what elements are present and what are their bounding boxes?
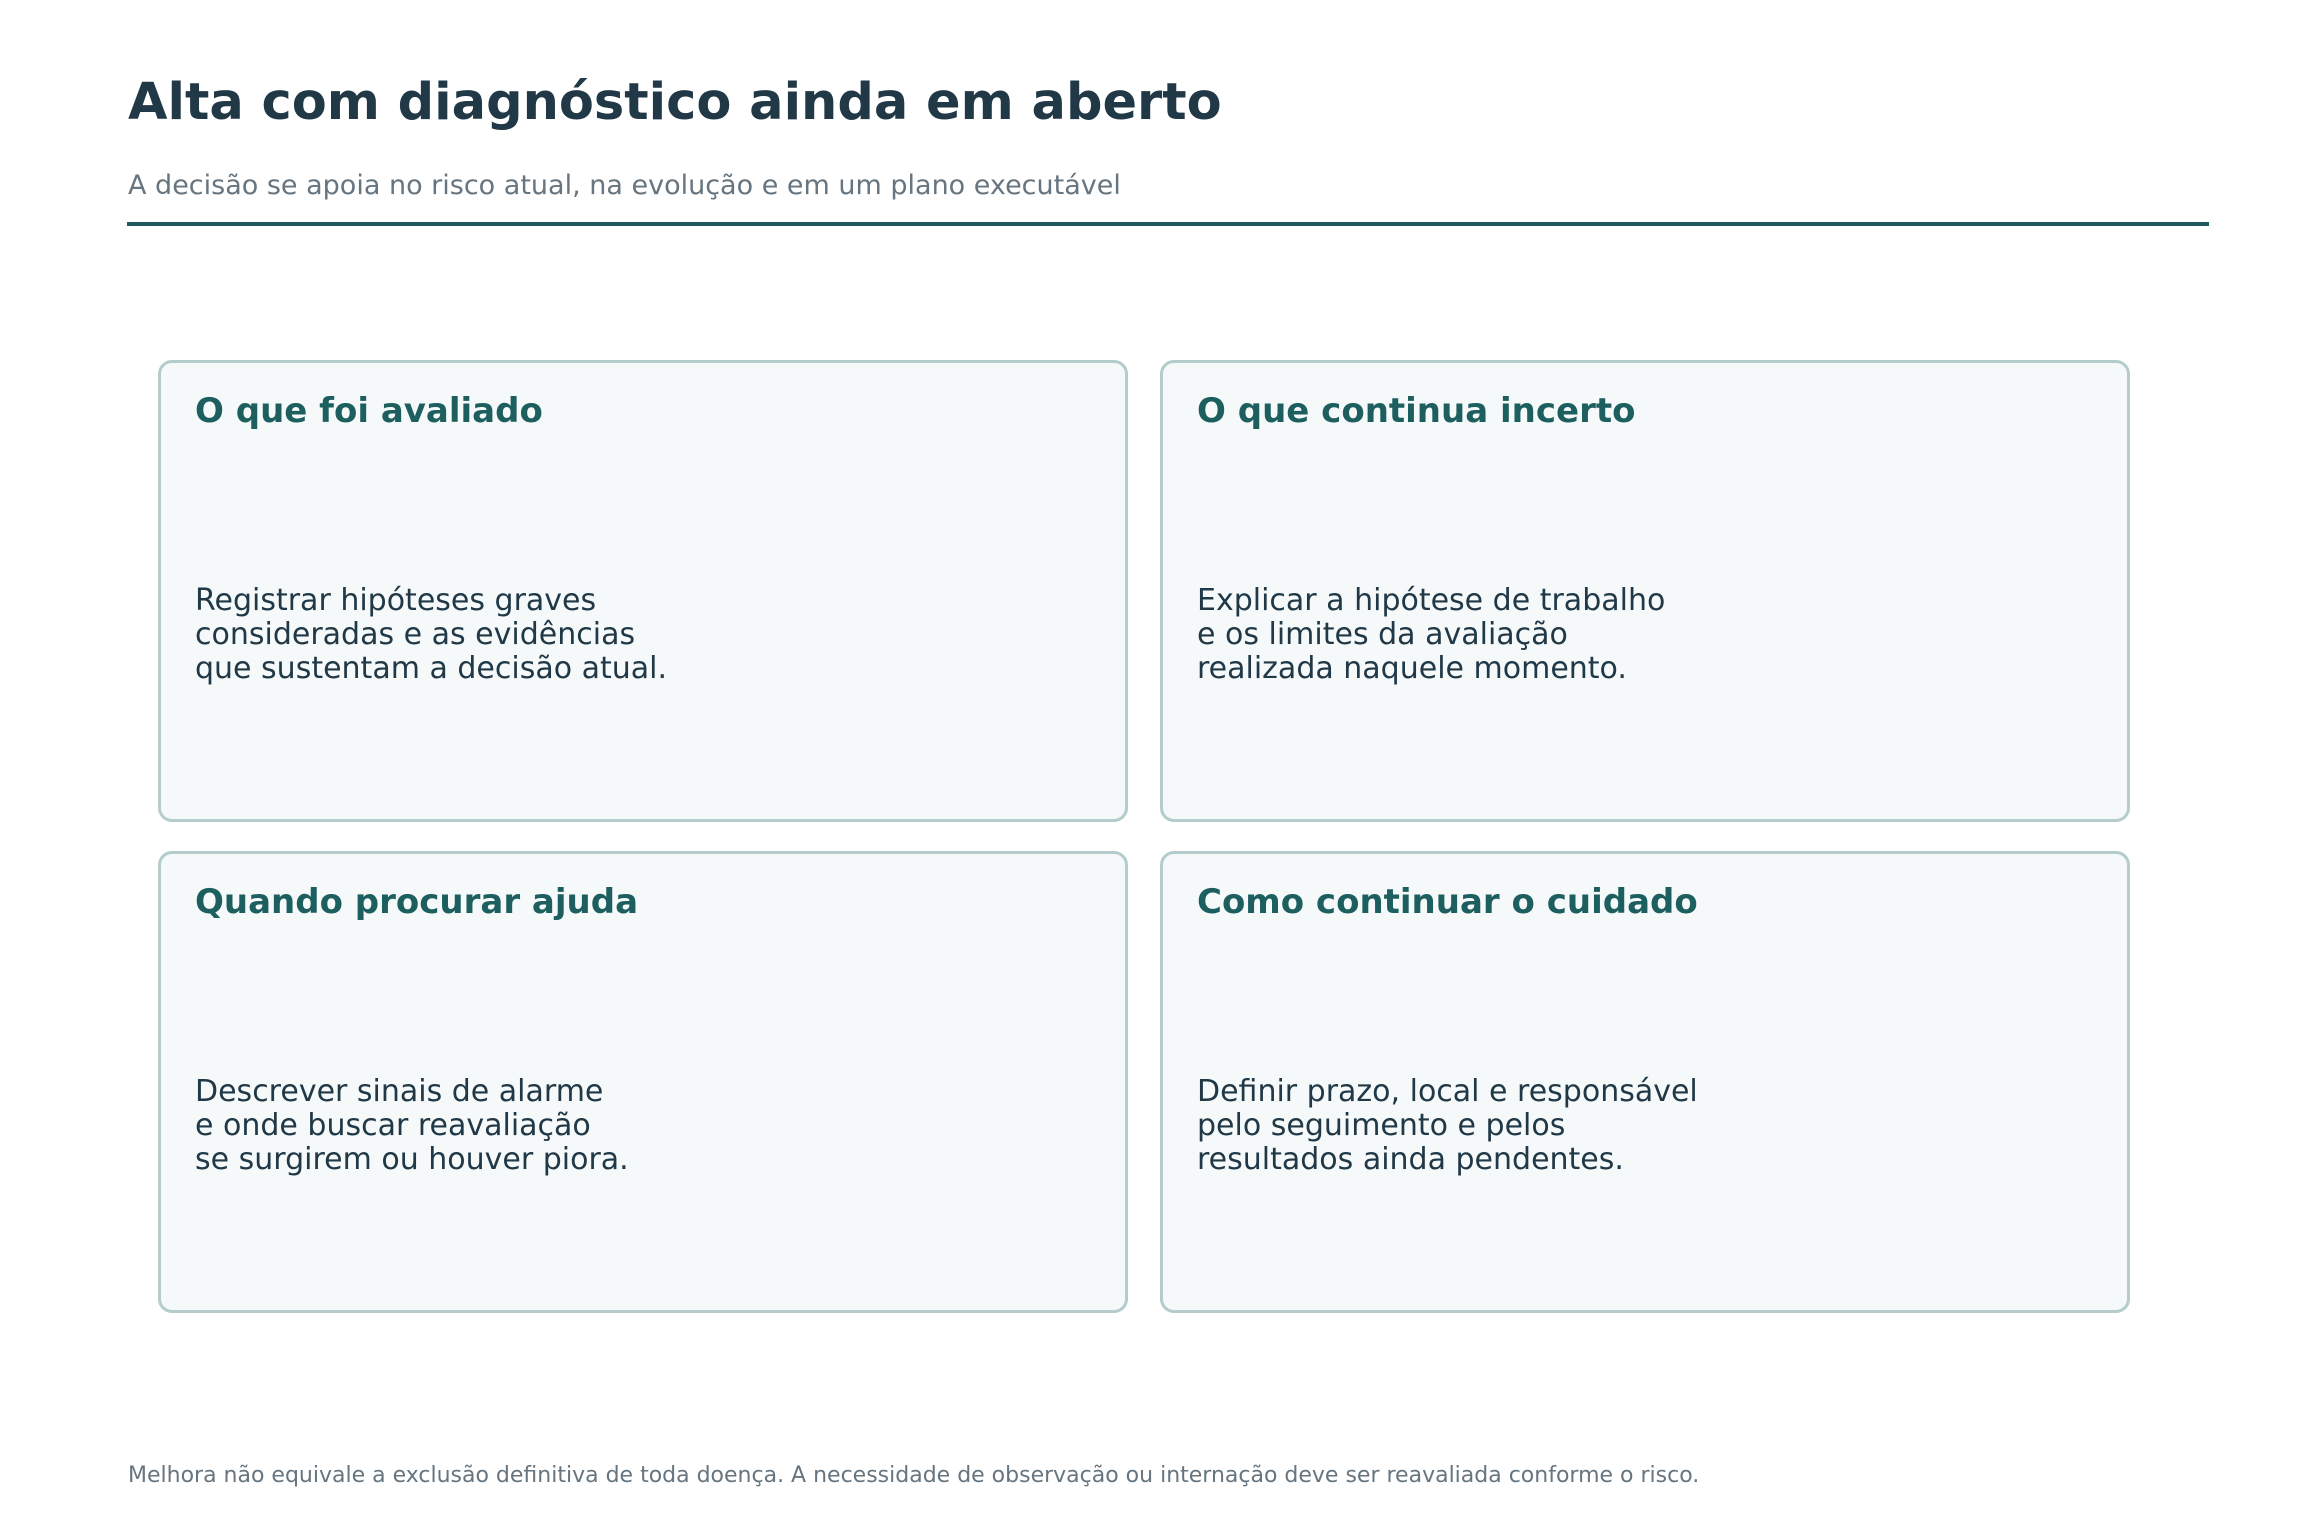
header-divider	[127, 222, 2209, 226]
footnote: Melhora não equivale a exclusão definitiva de toda doença. A necessidade de observação ou internação deve ser reavaliada conforme o risco.	[128, 1463, 1700, 1488]
card-body: Definir prazo, local e responsável pelo seguimento e pelos resultados ainda pendentes.	[1197, 1074, 1698, 1177]
card-when-to-seek-help	[158, 851, 1128, 1313]
card-body: Descrever sinais de alarme e onde buscar reavaliação se surgirem ou houver piora.	[195, 1074, 629, 1177]
card-title: Como continuar o cuidado	[1197, 882, 1698, 922]
card-body: Registrar hipóteses graves consideradas e as evidências que sustentam a decisão atual.	[195, 583, 668, 686]
card-title: O que foi avaliado	[195, 391, 543, 431]
card-what-was-evaluated	[158, 360, 1128, 822]
card-title: Quando procurar ajuda	[195, 882, 639, 922]
page-subtitle: A decisão se apoia no risco atual, na evolução e em um plano executável	[128, 170, 1121, 201]
page-title: Alta com diagnóstico ainda em aberto	[128, 73, 1222, 132]
card-what-remains-uncertain	[1160, 360, 2130, 822]
card-body: Explicar a hipótese de trabalho e os limites da avaliação realizada naquele momento.	[1197, 583, 1666, 686]
card-title: O que continua incerto	[1197, 391, 1636, 431]
card-how-to-continue-care	[1160, 851, 2130, 1313]
